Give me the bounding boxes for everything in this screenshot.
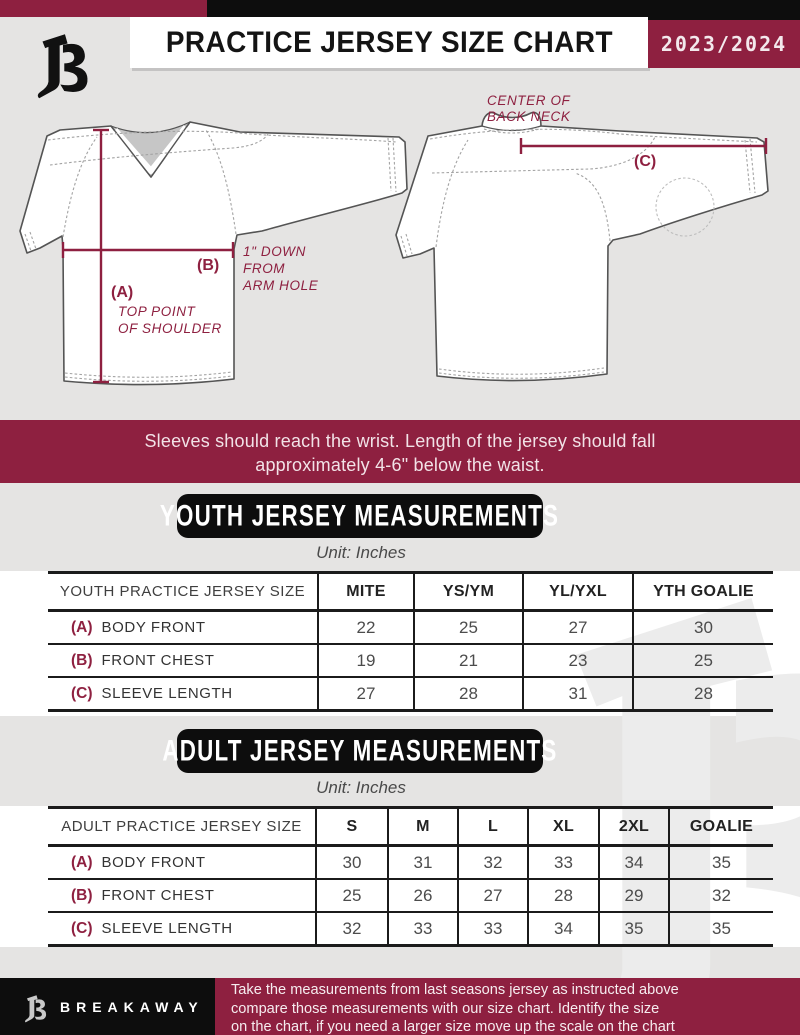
measurement-key: (A) <box>71 853 93 871</box>
season-label: 2023/2024 <box>660 32 788 56</box>
measurement-label-cell <box>48 847 315 878</box>
measurement-value: 33 <box>387 913 457 944</box>
measurement-value: 30 <box>632 612 773 643</box>
measurement-label-cell <box>48 645 317 676</box>
measurement-value: 32 <box>457 847 527 878</box>
youth-size-table <box>48 571 773 712</box>
youth-heading-label: YOUTH JERSEY MEASUREMENTS <box>160 499 560 532</box>
measurement-name: BODY FRONT <box>101 619 206 636</box>
measurement-name: BODY FRONT <box>101 854 206 871</box>
measurement-label-cell <box>48 612 317 643</box>
label-a-note-2: OF SHOULDER <box>118 321 222 336</box>
measurement-value: 28 <box>413 678 522 709</box>
measurement-name: SLEEVE LENGTH <box>101 685 233 702</box>
measurement-value: 26 <box>387 880 457 911</box>
size-column-header: YS/YM <box>413 574 522 609</box>
adult-size-table <box>48 806 773 947</box>
measurement-key: (C) <box>71 919 93 937</box>
measurement-value: 28 <box>527 880 598 911</box>
measurement-value: 25 <box>315 880 387 911</box>
measurement-value: 22 <box>317 612 413 643</box>
measurement-value: 32 <box>668 880 773 911</box>
footer-instructions <box>215 978 800 1035</box>
measurement-value: 25 <box>632 645 773 676</box>
title-box <box>130 17 648 68</box>
adult-unit-label: Unit: Inches <box>316 778 406 797</box>
jersey-diagrams <box>0 85 800 415</box>
measurement-key: (C) <box>71 684 93 702</box>
measurement-value: 35 <box>668 847 773 878</box>
measurement-name: SLEEVE LENGTH <box>101 920 233 937</box>
measurement-name: FRONT CHEST <box>101 887 215 904</box>
footer-instruction-line-2: compare those measurements with our size chart. Identify the size <box>231 1000 660 1017</box>
label-a-note-1: TOP POINT <box>118 304 196 319</box>
measurement-value: 23 <box>522 645 632 676</box>
table-title-cell: ADULT PRACTICE JERSEY SIZE <box>61 818 302 835</box>
measurement-value: 33 <box>527 847 598 878</box>
measurement-value: 27 <box>317 678 413 709</box>
fit-note-line-2: approximately 4-6" below the waist. <box>255 455 545 475</box>
measurement-value: 35 <box>598 913 668 944</box>
measurement-value: 34 <box>598 847 668 878</box>
size-column-header: M <box>387 809 457 844</box>
table-row <box>48 612 773 645</box>
measurement-key: (B) <box>71 651 93 669</box>
table-row <box>48 678 773 712</box>
size-column-header: XL <box>527 809 598 844</box>
measurement-value: 19 <box>317 645 413 676</box>
measurement-key: (A) <box>71 618 93 636</box>
measurement-value: 30 <box>315 847 387 878</box>
size-column-header: GOALIE <box>668 809 773 844</box>
label-b-note-2: FROM <box>243 261 286 276</box>
measurement-value: 33 <box>457 913 527 944</box>
footer-instruction-line-1: Take the measurements from last seasons jersey as instructed above <box>231 982 679 998</box>
measurement-value: 31 <box>522 678 632 709</box>
label-b-note-1: 1" DOWN <box>243 244 306 259</box>
measurement-value: 27 <box>457 880 527 911</box>
size-column-header: MITE <box>317 574 413 609</box>
label-b-note-3: ARM HOLE <box>243 278 319 293</box>
measurement-value: 32 <box>315 913 387 944</box>
header-accent-strip <box>0 0 207 17</box>
footer-brand-block <box>0 978 215 1035</box>
youth-unit-label: Unit: Inches <box>316 543 406 562</box>
adult-heading-label: ADULT JERSEY MEASUREMENTS <box>162 734 558 767</box>
footer-instruction-line-3: on the chart, if you need a larger size move up the scale on the chart <box>231 1019 675 1035</box>
table-row <box>48 913 773 947</box>
label-b: (B) <box>197 257 220 274</box>
measurement-name: FRONT CHEST <box>101 652 215 669</box>
back-jersey-drawing <box>396 113 768 381</box>
youth-section-heading <box>160 494 560 538</box>
measurement-label-cell <box>48 913 315 944</box>
measurement-value: 35 <box>668 913 773 944</box>
table-row <box>48 645 773 678</box>
fit-note-line-1: Sleeves should reach the wrist. Length of the jersey should fall <box>144 431 656 451</box>
measurement-value: 25 <box>413 612 522 643</box>
measurement-value: 27 <box>522 612 632 643</box>
fit-note-banner <box>0 420 800 483</box>
page-title: PRACTICE JERSEY SIZE CHART <box>165 25 613 59</box>
measurement-value: 31 <box>387 847 457 878</box>
table-row <box>48 847 773 880</box>
measurement-value: 28 <box>632 678 773 709</box>
season-badge <box>648 20 800 68</box>
size-column-header: 2XL <box>598 809 668 844</box>
measurement-label-cell <box>48 880 315 911</box>
label-a: (A) <box>111 284 134 301</box>
size-column-header: L <box>457 809 527 844</box>
adult-section-heading <box>162 729 558 773</box>
label-c: (C) <box>634 153 657 170</box>
label-c-note-2: BACK NECK <box>487 109 571 124</box>
measurement-value: 34 <box>527 913 598 944</box>
brand-name: BREAKAWAY <box>60 998 204 1015</box>
size-column-header: S <box>315 809 387 844</box>
size-column-header: YL/YXL <box>522 574 632 609</box>
measurement-value: 29 <box>598 880 668 911</box>
front-jersey-drawing <box>20 122 407 385</box>
measurement-value: 21 <box>413 645 522 676</box>
measurement-key: (B) <box>71 886 93 904</box>
measurement-label-cell <box>48 678 317 709</box>
table-title-cell: YOUTH PRACTICE JERSEY SIZE <box>59 583 306 600</box>
table-header-row <box>48 809 773 847</box>
breakaway-footer-logo-icon <box>20 990 48 1024</box>
label-c-note-1: CENTER OF <box>487 93 571 108</box>
size-column-header: YTH GOALIE <box>632 574 773 609</box>
table-row <box>48 880 773 913</box>
table-header-row <box>48 574 773 612</box>
